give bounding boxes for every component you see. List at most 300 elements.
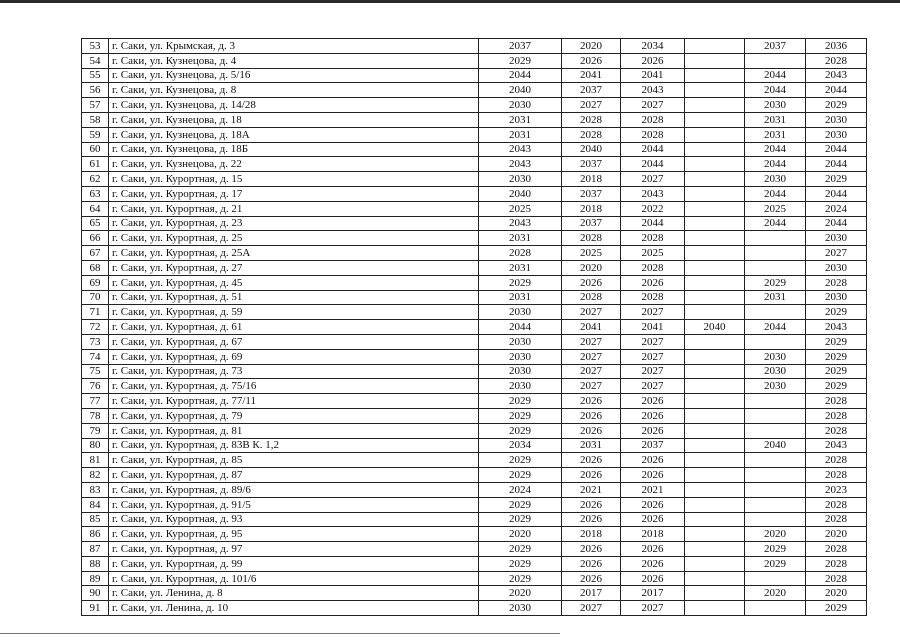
table-row (82, 201, 867, 216)
year-cell: 2029 (745, 556, 806, 571)
address-cell: г. Саки, ул. Курортная, д. 97 (109, 542, 479, 557)
year-cell (745, 571, 806, 586)
table-row (82, 246, 867, 261)
year-cell: 2028 (806, 423, 867, 438)
year-cell (685, 364, 745, 379)
year-cell: 2044 (621, 216, 685, 231)
year-cell: 2027 (562, 601, 621, 616)
address-cell: г. Саки, ул. Курортная, д. 17 (109, 186, 479, 201)
year-cell: 2029 (479, 275, 562, 290)
year-cell (745, 453, 806, 468)
address-cell: г. Саки, ул. Курортная, д. 83В К. 1,2 (109, 438, 479, 453)
year-cell: 2029 (806, 334, 867, 349)
year-cell: 2027 (562, 98, 621, 113)
year-cell: 2028 (806, 53, 867, 68)
year-cell (685, 438, 745, 453)
year-cell: 2030 (745, 364, 806, 379)
year-cell: 2030 (479, 364, 562, 379)
page-bottom-rule (0, 633, 560, 634)
row-number-cell: 57 (82, 98, 109, 113)
year-cell: 2030 (745, 379, 806, 394)
year-cell: 2018 (621, 527, 685, 542)
row-number-cell: 65 (82, 216, 109, 231)
year-cell: 2027 (621, 172, 685, 187)
table-row (82, 39, 867, 54)
address-cell: г. Саки, ул. Курортная, д. 73 (109, 364, 479, 379)
year-cell (745, 246, 806, 261)
table-row (82, 601, 867, 616)
table-row (82, 112, 867, 127)
year-cell: 2026 (562, 394, 621, 409)
year-cell: 2027 (621, 305, 685, 320)
year-cell: 2030 (806, 260, 867, 275)
address-cell: г. Саки, ул. Курортная, д. 25 (109, 231, 479, 246)
year-cell: 2030 (745, 172, 806, 187)
year-cell: 2025 (621, 246, 685, 261)
year-cell: 2030 (479, 172, 562, 187)
address-cell: г. Саки, ул. Курортная, д. 25А (109, 246, 479, 261)
year-cell: 2026 (621, 394, 685, 409)
year-cell (685, 142, 745, 157)
year-cell: 2034 (479, 438, 562, 453)
year-cell: 2029 (479, 53, 562, 68)
address-cell: г. Саки, ул. Курортная, д. 15 (109, 172, 479, 187)
year-cell: 2025 (562, 246, 621, 261)
year-cell: 2020 (745, 527, 806, 542)
year-cell (685, 290, 745, 305)
table-row (82, 127, 867, 142)
year-cell: 2044 (806, 186, 867, 201)
year-cell: 2020 (806, 527, 867, 542)
year-cell: 2043 (479, 157, 562, 172)
year-cell: 2029 (806, 172, 867, 187)
year-cell: 2029 (479, 556, 562, 571)
year-cell (685, 379, 745, 394)
row-number-cell: 69 (82, 275, 109, 290)
year-cell: 2026 (562, 408, 621, 423)
year-cell: 2017 (562, 586, 621, 601)
row-number-cell: 60 (82, 142, 109, 157)
year-cell: 2026 (562, 571, 621, 586)
table-row (82, 305, 867, 320)
year-cell: 2037 (562, 216, 621, 231)
year-cell (685, 527, 745, 542)
year-cell: 2026 (562, 468, 621, 483)
year-cell: 2030 (479, 305, 562, 320)
row-number-cell: 62 (82, 172, 109, 187)
address-cell: г. Саки, ул. Курортная, д. 99 (109, 556, 479, 571)
row-number-cell: 75 (82, 364, 109, 379)
table-row (82, 320, 867, 335)
year-cell: 2028 (562, 112, 621, 127)
year-cell: 2043 (806, 438, 867, 453)
address-cell: г. Саки, ул. Кузнецова, д. 18 (109, 112, 479, 127)
row-number-cell: 78 (82, 408, 109, 423)
year-cell (685, 349, 745, 364)
year-cell: 2026 (621, 275, 685, 290)
table-row (82, 527, 867, 542)
row-number-cell: 70 (82, 290, 109, 305)
table-row (82, 497, 867, 512)
address-cell: г. Саки, ул. Курортная, д. 21 (109, 201, 479, 216)
year-cell (745, 601, 806, 616)
year-cell: 2044 (806, 83, 867, 98)
year-cell: 2028 (806, 275, 867, 290)
year-cell: 2030 (806, 127, 867, 142)
address-cell: г. Саки, ул. Кузнецова, д. 22 (109, 157, 479, 172)
table-row (82, 349, 867, 364)
year-cell: 2020 (562, 39, 621, 54)
year-cell: 2043 (479, 216, 562, 231)
year-cell (685, 112, 745, 127)
year-cell: 2037 (621, 438, 685, 453)
year-cell: 2031 (479, 260, 562, 275)
year-cell: 2029 (806, 364, 867, 379)
address-cell: г. Саки, ул. Курортная, д. 87 (109, 468, 479, 483)
year-cell: 2028 (806, 453, 867, 468)
scan-top-edge (0, 0, 900, 3)
year-cell: 2044 (621, 142, 685, 157)
year-cell: 2037 (479, 39, 562, 54)
year-cell (685, 497, 745, 512)
table-row (82, 364, 867, 379)
address-cell: г. Саки, ул. Курортная, д. 95 (109, 527, 479, 542)
year-cell: 2027 (621, 601, 685, 616)
table-row (82, 290, 867, 305)
year-cell: 2030 (806, 231, 867, 246)
year-cell (685, 453, 745, 468)
year-cell: 2029 (806, 379, 867, 394)
row-number-cell: 56 (82, 83, 109, 98)
row-number-cell: 88 (82, 556, 109, 571)
year-cell: 2043 (806, 68, 867, 83)
year-cell: 2043 (621, 186, 685, 201)
year-cell: 2025 (479, 201, 562, 216)
table-row (82, 68, 867, 83)
year-cell: 2027 (621, 364, 685, 379)
table-row (82, 571, 867, 586)
year-cell: 2026 (562, 556, 621, 571)
year-cell: 2037 (562, 186, 621, 201)
year-cell: 2020 (806, 586, 867, 601)
year-cell: 2030 (745, 349, 806, 364)
year-cell: 2030 (479, 98, 562, 113)
address-cell: г. Саки, ул. Курортная, д. 75/16 (109, 379, 479, 394)
year-cell: 2037 (562, 83, 621, 98)
row-number-cell: 61 (82, 157, 109, 172)
year-cell: 2040 (562, 142, 621, 157)
table-row (82, 438, 867, 453)
table-row (82, 172, 867, 187)
year-cell: 2028 (562, 127, 621, 142)
table-row (82, 379, 867, 394)
address-cell: г. Саки, ул. Кузнецова, д. 14/28 (109, 98, 479, 113)
table-row (82, 512, 867, 527)
year-cell: 2017 (621, 586, 685, 601)
year-cell: 2030 (479, 601, 562, 616)
year-cell (685, 157, 745, 172)
year-cell: 2030 (479, 379, 562, 394)
address-cell: г. Саки, ул. Кузнецова, д. 8 (109, 83, 479, 98)
year-cell: 2018 (562, 172, 621, 187)
table-row (82, 394, 867, 409)
year-cell (685, 394, 745, 409)
year-cell: 2028 (806, 497, 867, 512)
table-row (82, 142, 867, 157)
year-cell: 2044 (745, 142, 806, 157)
year-cell: 2030 (806, 290, 867, 305)
year-cell: 2026 (562, 542, 621, 557)
year-cell: 2028 (621, 260, 685, 275)
year-cell: 2043 (479, 142, 562, 157)
address-cell: г. Саки, ул. Кузнецова, д. 5/16 (109, 68, 479, 83)
year-cell: 2028 (562, 231, 621, 246)
year-cell: 2026 (621, 408, 685, 423)
year-cell: 2029 (806, 349, 867, 364)
year-cell: 2029 (479, 468, 562, 483)
address-cell: г. Саки, ул. Кузнецова, д. 18А (109, 127, 479, 142)
year-cell: 2031 (745, 127, 806, 142)
address-cell: г. Саки, ул. Курортная, д. 61 (109, 320, 479, 335)
address-cell: г. Саки, ул. Ленина, д. 8 (109, 586, 479, 601)
year-cell (685, 275, 745, 290)
row-number-cell: 72 (82, 320, 109, 335)
year-cell: 2026 (621, 556, 685, 571)
table-row (82, 586, 867, 601)
address-cell: г. Саки, ул. Курортная, д. 51 (109, 290, 479, 305)
year-cell (685, 542, 745, 557)
year-cell: 2024 (479, 482, 562, 497)
row-number-cell: 84 (82, 497, 109, 512)
table-row (82, 98, 867, 113)
table-row (82, 53, 867, 68)
year-cell (685, 231, 745, 246)
year-cell: 2044 (479, 68, 562, 83)
year-cell: 2028 (806, 468, 867, 483)
year-cell: 2023 (806, 482, 867, 497)
year-cell (745, 408, 806, 423)
year-cell: 2041 (621, 68, 685, 83)
year-cell (745, 482, 806, 497)
address-cell: г. Саки, ул. Курортная, д. 45 (109, 275, 479, 290)
year-cell: 2027 (562, 305, 621, 320)
year-cell: 2021 (562, 482, 621, 497)
year-cell (685, 39, 745, 54)
address-cell: г. Саки, ул. Курортная, д. 67 (109, 334, 479, 349)
year-cell (685, 408, 745, 423)
row-number-cell: 54 (82, 53, 109, 68)
address-cell: г. Саки, ул. Курортная, д. 101/6 (109, 571, 479, 586)
year-cell: 2027 (562, 334, 621, 349)
year-cell (745, 231, 806, 246)
year-cell: 2026 (621, 512, 685, 527)
address-cell: г. Саки, ул. Курортная, д. 27 (109, 260, 479, 275)
year-cell: 2028 (621, 127, 685, 142)
table-row (82, 542, 867, 557)
year-cell: 2040 (479, 186, 562, 201)
table-row (82, 157, 867, 172)
address-cell: г. Саки, ул. Курортная, д. 81 (109, 423, 479, 438)
year-cell: 2029 (479, 394, 562, 409)
row-number-cell: 76 (82, 379, 109, 394)
year-cell: 2029 (479, 571, 562, 586)
year-cell (685, 423, 745, 438)
year-cell: 2031 (745, 112, 806, 127)
year-cell: 2026 (621, 497, 685, 512)
address-cell: г. Саки, ул. Курортная, д. 89/6 (109, 482, 479, 497)
year-cell: 2025 (745, 201, 806, 216)
year-cell (685, 586, 745, 601)
year-cell: 2028 (562, 290, 621, 305)
year-cell: 2028 (479, 246, 562, 261)
year-cell: 2031 (479, 127, 562, 142)
table-row (82, 231, 867, 246)
year-cell: 2027 (621, 349, 685, 364)
schedule-table (81, 38, 867, 616)
year-cell (685, 127, 745, 142)
row-number-cell: 86 (82, 527, 109, 542)
year-cell (685, 172, 745, 187)
year-cell: 2029 (806, 305, 867, 320)
year-cell (685, 68, 745, 83)
address-cell: г. Саки, ул. Курортная, д. 85 (109, 453, 479, 468)
row-number-cell: 68 (82, 260, 109, 275)
year-cell: 2044 (745, 186, 806, 201)
year-cell: 2026 (562, 423, 621, 438)
year-cell: 2020 (479, 527, 562, 542)
year-cell: 2043 (621, 83, 685, 98)
year-cell: 2031 (479, 231, 562, 246)
row-number-cell: 71 (82, 305, 109, 320)
year-cell (745, 394, 806, 409)
year-cell: 2043 (806, 320, 867, 335)
year-cell: 2044 (745, 216, 806, 231)
year-cell: 2029 (479, 512, 562, 527)
year-cell: 2029 (479, 423, 562, 438)
year-cell (685, 246, 745, 261)
year-cell: 2026 (621, 542, 685, 557)
year-cell: 2044 (806, 216, 867, 231)
table-row (82, 423, 867, 438)
year-cell: 2044 (745, 157, 806, 172)
year-cell: 2029 (479, 453, 562, 468)
year-cell: 2018 (562, 201, 621, 216)
year-cell: 2027 (562, 379, 621, 394)
year-cell: 2020 (745, 586, 806, 601)
year-cell: 2040 (745, 438, 806, 453)
year-cell: 2027 (621, 379, 685, 394)
year-cell: 2027 (621, 98, 685, 113)
year-cell: 2026 (621, 423, 685, 438)
year-cell: 2026 (562, 275, 621, 290)
year-cell: 2029 (745, 275, 806, 290)
year-cell: 2031 (479, 112, 562, 127)
year-cell (685, 556, 745, 571)
year-cell: 2018 (562, 527, 621, 542)
year-cell: 2024 (806, 201, 867, 216)
year-cell (685, 186, 745, 201)
year-cell (745, 53, 806, 68)
table-row (82, 468, 867, 483)
table-row (82, 556, 867, 571)
year-cell: 2030 (479, 349, 562, 364)
schedule-table-body (82, 39, 867, 616)
year-cell: 2021 (621, 482, 685, 497)
row-number-cell: 85 (82, 512, 109, 527)
year-cell: 2027 (621, 334, 685, 349)
year-cell (685, 260, 745, 275)
year-cell: 2026 (621, 571, 685, 586)
row-number-cell: 66 (82, 231, 109, 246)
year-cell: 2026 (621, 453, 685, 468)
year-cell (685, 571, 745, 586)
table-row (82, 275, 867, 290)
year-cell: 2031 (479, 290, 562, 305)
address-cell: г. Саки, ул. Курортная, д. 69 (109, 349, 479, 364)
year-cell (685, 305, 745, 320)
year-cell: 2044 (806, 157, 867, 172)
row-number-cell: 59 (82, 127, 109, 142)
year-cell: 2028 (806, 571, 867, 586)
row-number-cell: 77 (82, 394, 109, 409)
year-cell: 2030 (479, 334, 562, 349)
year-cell: 2026 (562, 453, 621, 468)
table-row (82, 334, 867, 349)
address-cell: г. Саки, ул. Кузнецова, д. 4 (109, 53, 479, 68)
address-cell: г. Саки, ул. Курортная, д. 77/11 (109, 394, 479, 409)
year-cell (745, 468, 806, 483)
address-cell: г. Саки, ул. Курортная, д. 79 (109, 408, 479, 423)
year-cell (685, 468, 745, 483)
year-cell: 2034 (621, 39, 685, 54)
address-cell: г. Саки, ул. Курортная, д. 59 (109, 305, 479, 320)
row-number-cell: 64 (82, 201, 109, 216)
year-cell: 2029 (479, 542, 562, 557)
year-cell: 2028 (806, 512, 867, 527)
year-cell: 2028 (621, 231, 685, 246)
year-cell: 2026 (621, 468, 685, 483)
address-cell: г. Саки, ул. Курортная, д. 91/5 (109, 497, 479, 512)
year-cell: 2030 (806, 112, 867, 127)
row-number-cell: 63 (82, 186, 109, 201)
row-number-cell: 82 (82, 468, 109, 483)
year-cell: 2028 (806, 408, 867, 423)
year-cell: 2031 (562, 438, 621, 453)
year-cell: 2030 (745, 98, 806, 113)
year-cell: 2028 (806, 556, 867, 571)
year-cell (685, 216, 745, 231)
year-cell (685, 98, 745, 113)
year-cell (685, 482, 745, 497)
year-cell: 2037 (562, 157, 621, 172)
year-cell: 2026 (562, 497, 621, 512)
year-cell: 2028 (621, 290, 685, 305)
table-row (82, 216, 867, 231)
year-cell: 2027 (562, 349, 621, 364)
address-cell: г. Саки, ул. Крымская, д. 3 (109, 39, 479, 54)
address-cell: г. Саки, ул. Курортная, д. 23 (109, 216, 479, 231)
year-cell: 2036 (806, 39, 867, 54)
year-cell: 2026 (562, 512, 621, 527)
row-number-cell: 74 (82, 349, 109, 364)
table-row (82, 408, 867, 423)
year-cell (685, 334, 745, 349)
year-cell: 2044 (745, 320, 806, 335)
table-row (82, 482, 867, 497)
year-cell: 2041 (621, 320, 685, 335)
row-number-cell: 53 (82, 39, 109, 54)
row-number-cell: 79 (82, 423, 109, 438)
